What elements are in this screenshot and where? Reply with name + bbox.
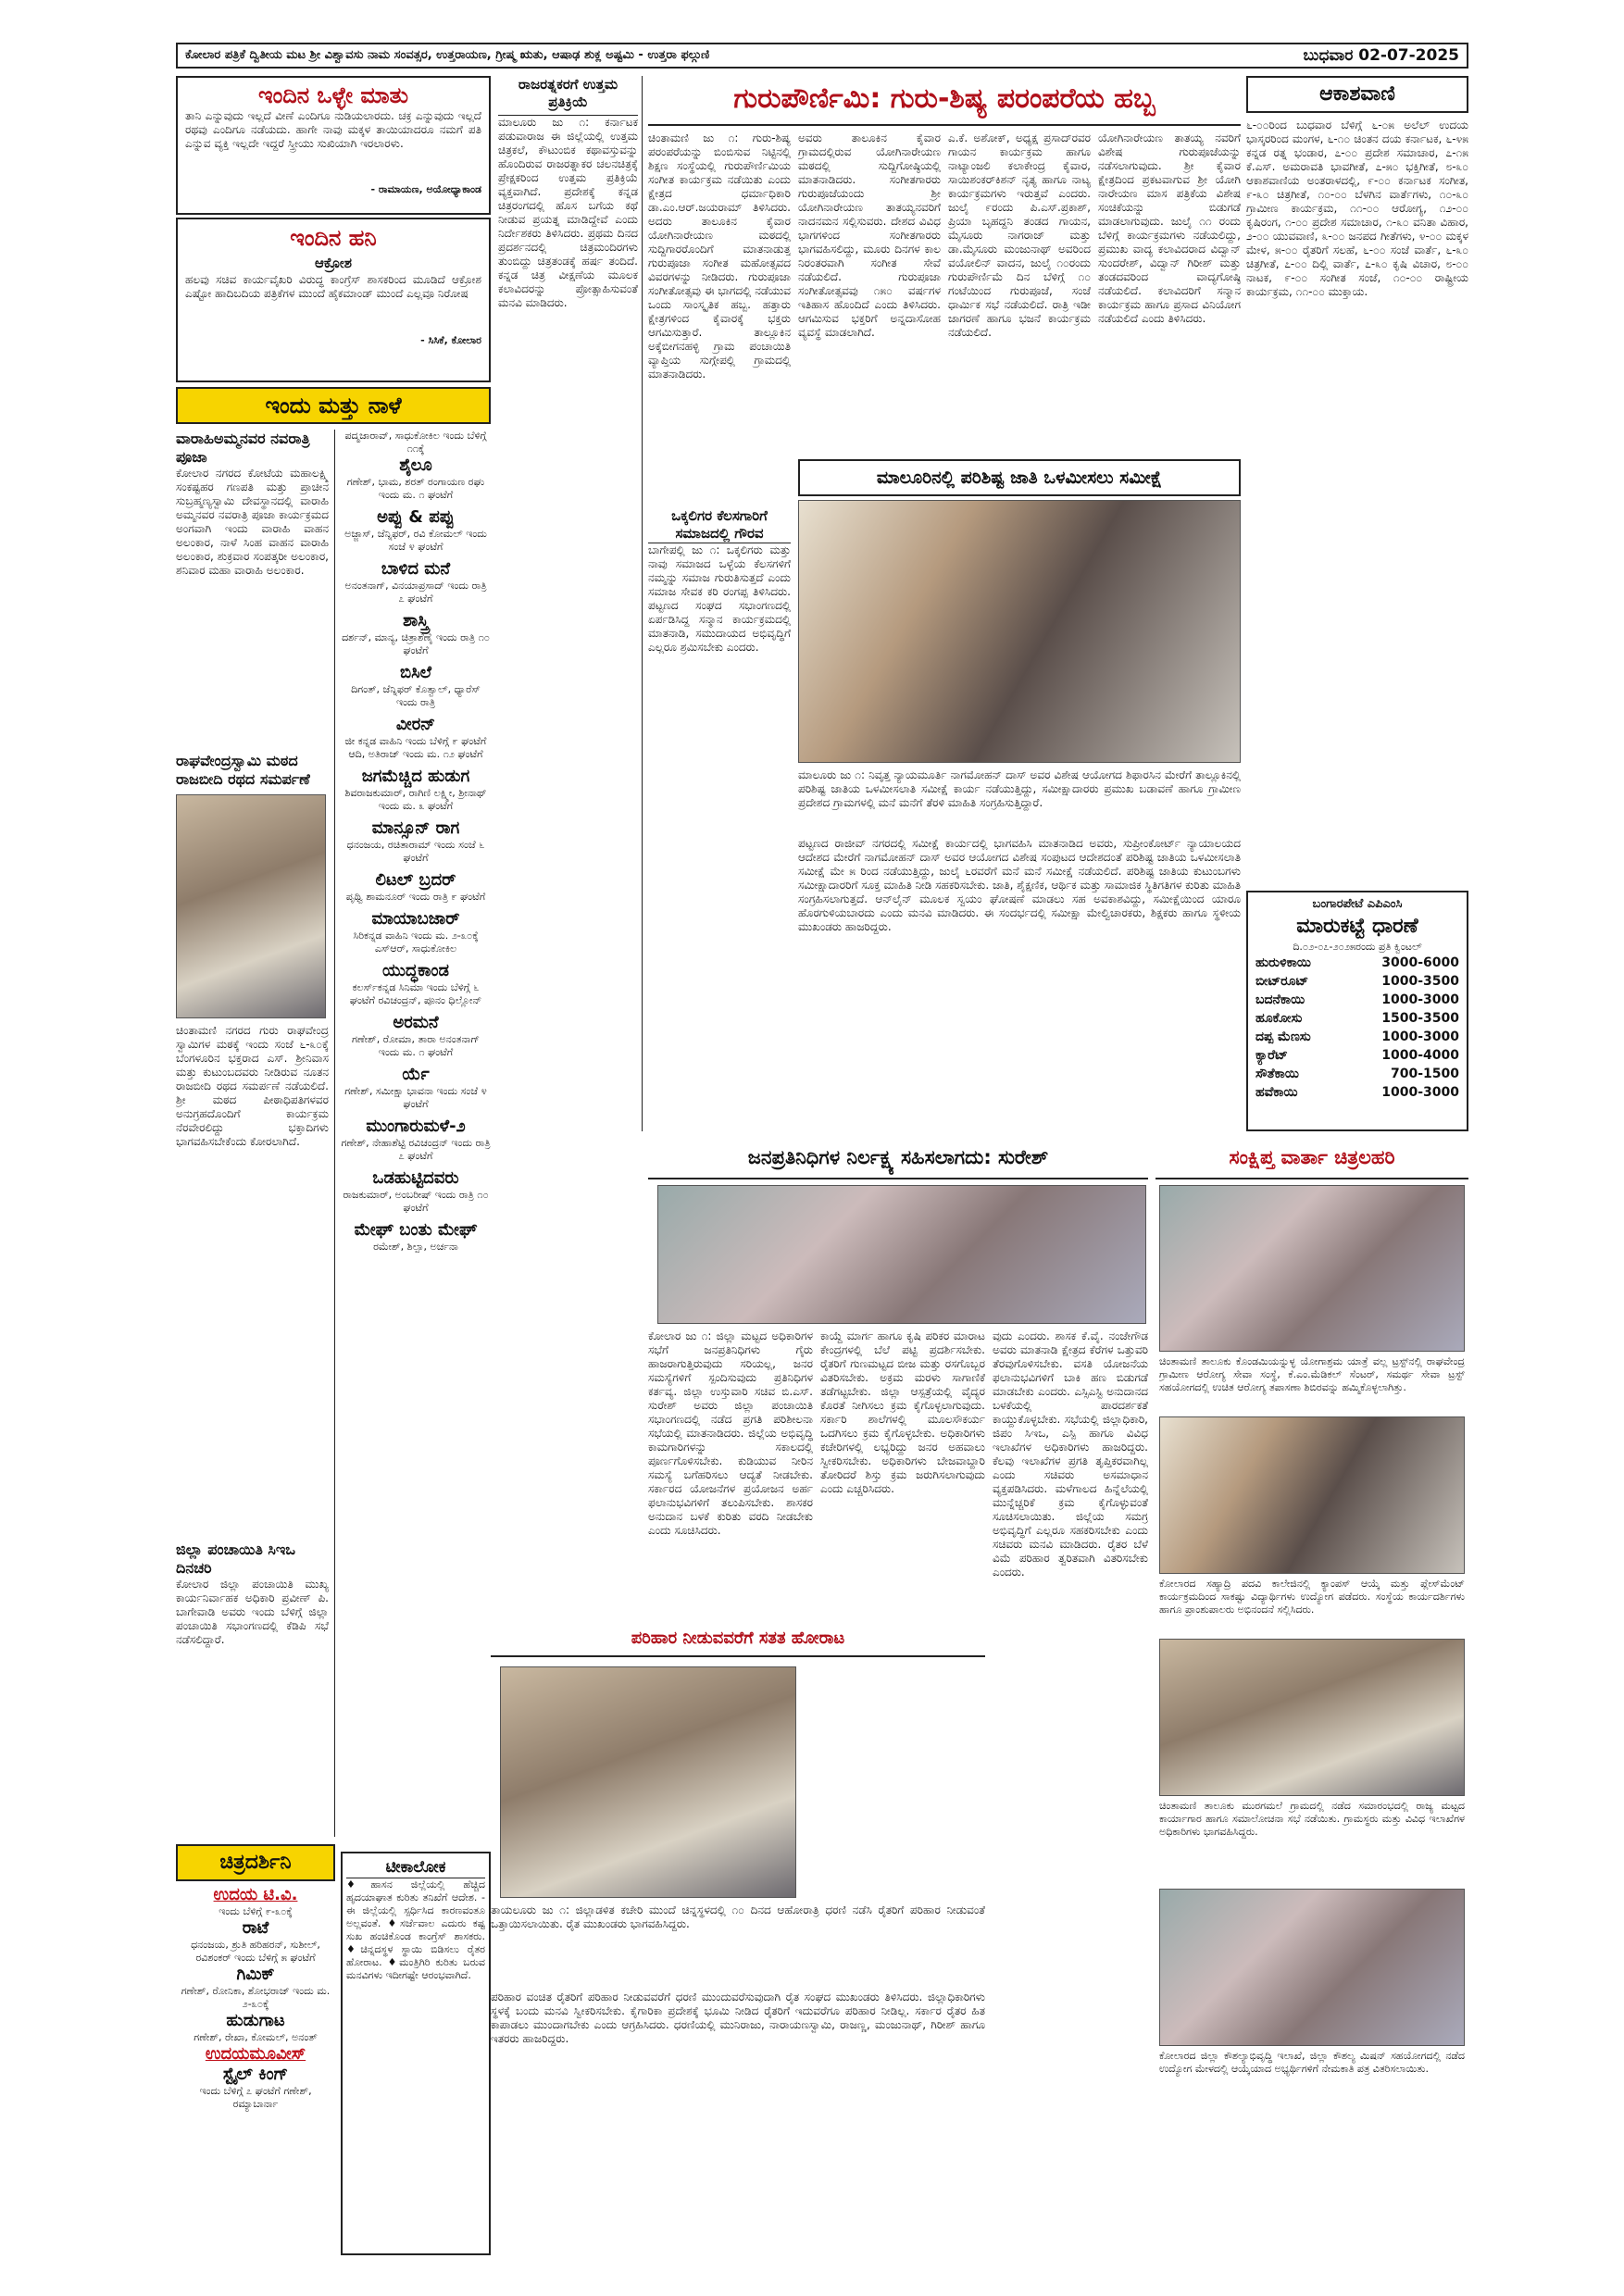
tv-listing-title: ಅರಮನೆ [393,1013,439,1032]
tv-listing-title: ಶಾಸ್ತ್ರಿ [403,611,429,630]
rate-commodity: ದಪ್ಪ ಮೆಣಸು [1255,1029,1311,1044]
event3-head: ಜಿಲ್ಲಾ ಪಂಚಾಯಿತಿ ಸಿಇಒ ದಿನಚರಿ [176,1541,296,1577]
rate-row [1255,1083,1459,1102]
hani-author: - ಸಿಸಿಕೆ, ಕೋಲಾರ [420,334,481,346]
news-cap-3-box [1159,1800,1465,1883]
tv-listing-detail: ಸಿರಿಕನ್ನಡ ವಾಹಿನಿ ಇಂದು ಮ. ೨-೩೦ಕ್ಕೆ ಎಸ್‌ಆರ್, ಸಾಧುಕೋಕಿಲ [353,930,479,955]
quote-box [176,76,491,215]
tv-listing-item [341,507,491,554]
hani-head: ಆಕ್ರೋಶ [314,255,353,271]
quote-author: - ರಾಮಾಯಣ, ಅಯೋಧ್ಯಾಕಾಂಡ [370,183,481,195]
survey-text: ಪಟ್ಟಣದ ರಾಜೀವ್ ನಗರದಲ್ಲಿ ಸಮೀಕ್ಷೆ ಕಾರ್ಯದಲ್ಲಿ ಭಾಗವಹಿಸಿ ಮಾತನಾಡಿದ ಅವರು, ಸುಪ್ರೀಂಕೋರ್ಟ್ ನ್ಯಾಯಾಲಯದ ಆದೇಶದ ಮೇರೆಗೆ ನಾಗಮೋಹನ್ ದಾಸ್ ಅವರ ಆಯೋಗದ ವಿಶೇಷ ಸಂಪುಟದ ಆದೇಶದಂತೆ ಪರಿಶಿಷ್ಟ ಜಾತಿಯ ಒಳಮೀಸಲಾತಿ ಸಮೀಕ್ಷೆ ಮೇ ೫ ರಿಂದ ನಡೆಯುತ್ತಿದ್ದು, ಜುಲೈ ೬ರವರೆಗೆ ಮನೆ ಮನೆ ಸಮೀಕ್ಷೆ ನಡೆಯಲಿದೆ. ಪರಿಶಿಷ್ಟ ಜಾತಿಯ ಕುಟುಂಬಗಳು ಸಮೀಕ್ಷಾದಾರರಿಗೆ ಸೂಕ್ತ ಮಾಹಿತಿ ನೀಡಿ ಸಹಕರಿಸಬೇಕು. ಜಾತಿ, ಶೈಕ್ಷಣಿಕ, ಆರ್ಥಿಕ ಮತ್ತು ಸಾಮಾಜಿಕ ಸ್ಥಿತಿಗತಿಗಳ ಕುರಿತು ಮಾಹಿತಿ ಸಂಗ್ರಹಿಸಲಾಗುತ್ತದೆ. ಆನ್‌ಲೈನ್ ಮೂಲಕ ಸ್ವಯಂ ಘೋಷಣೆ ಮಾಡಲು ಸಹ ಅವಕಾಶವಿದ್ದು, ಸಮೀಕ್ಷೆಯಿಂದ ಯಾರೂ ಹೊರಗುಳಿಯಬಾರದು ಎಂದು ಮನವಿ ಮಾಡಿದರು. ಈ ಸಂದರ್ಭದಲ್ಲಿ ಸಮೀಕ್ಷಾ ಮೇಲ್ವಿಚಾರಕರು, ಶಿಕ್ಷಕರು ಹಾಗೂ ಸ್ಥಳೀಯ ಮುಖಂಡರು ಹಾಜರಿದ್ದರು. [798,837,1241,933]
parihara-body-box [491,1990,985,2255]
rate-row [1255,1065,1459,1083]
sub-head: ಒಕ್ಕಲಿಗರ ಕೆಲಸಗಾರಿಗೆ ಸಮಾಜದಲ್ಲಿ ಗೌರವ [648,507,791,543]
news-cap-2: ಕೋಲಾರದ ಸಹ್ಯಾದ್ರಿ ಪದವಿ ಕಾಲೇಜಿನಲ್ಲಿ ಕ್ಯಾಂಪಸ್ ಆಯ್ಕೆ ಮತ್ತು ಪ್ಲೇಸ್‌ಮೆಂಟ್ ಕಾರ್ಯಕ್ರಮದಿಂದ ಸಾಕಷ್ಟು ವಿದ್ಯಾರ್ಥಿಗಳು ಉದ್ಯೋಗ ಪಡೆದರು. ಸಂಸ್ಥೆಯ ಕಾರ್ಯದರ್ಶಿಗಳು ಹಾಗೂ ಪ್ರಾಂಶುಪಾಲರು ಅಭಿನಂದನೆ ಸಲ್ಲಿಸಿದರು. [1159,1578,1465,1616]
rate-row [1255,972,1459,991]
tv-listing-detail: ಜೀ ಕನ್ನಡ ವಾಹಿನಿ ಇಂದು ಬೆಳಿಗ್ಗೆ ೯ ಘಂಟೆಗೆ ಆದಿ, ಅತಿರಾಜ್ ಇಂದು ಮ. ೧೨ ಘಂಟೆಗೆ [344,735,487,760]
main-col-d [1098,131,1241,502]
movie3-title: ಹುಡುಗಾಟ [226,2011,285,2030]
news-cap-1: ಚಿಂತಾಮಣಿ ತಾಲೂಕು ಕೊಂಡಮಿಯನ್ನುಳ್ಳ ಯೋಗಾಶ್ರಮ ಯಾತ್ರೆ ವಲ್ಲ ಟ್ರಸ್ಟ್‌ನಲ್ಲಿ ರಾಘವೇಂದ್ರ ಗ್ರಾಮೀಣ ಆರೋಗ್ಯ ಸೇವಾ ಸಂಸ್ಥೆ, ಕೆ.ಎಂ.ಮೆಡಿಕಲ್ ಸೆಂಟರ್, ಸಮರ್ಥ ಸೇವಾ ಟ್ರಸ್ಟ್ ಸಹಯೋಗದಲ್ಲಿ ಉಚಿತ ಆರೋಗ್ಯ ತಪಾಸಣಾ ಶಿಬಿರವನ್ನು ಹಮ್ಮಿಕೊಳ್ಳಲಾಗಿತ್ತು. [1159,1355,1465,1393]
main-col-d-text: ಯೋಗಿನಾರೇಯಣ ತಾತಯ್ಯ ನವರಿಗೆ ವಿಶೇಷ ಗುರುಪೂಜೆಯನ್ನು ನಡೆಸಲಾಗುವುದು. ಶ್ರೀ ಕೈವಾರ ಕ್ಷೇತ್ರದಿಂದ ಪ್ರಕಟವಾಗುವ ಶ್ರೀ ಯೋಗಿ ನಾರೇಯಣ ಮಾಸ ಪತ್ರಿಕೆಯ ವಿಶೇಷ ಸಂಚಿಕೆಯನ್ನು ಬಿಡುಗಡೆ ಮಾಡಲಾಗುವುದು. ಜುಲೈ ೧೧ ರಂದು ಬೆಳಿಗ್ಗೆ ಕಾರ್ಯಕ್ರಮಗಳು ನಡೆಯಲಿದ್ದು, ಪ್ರಮುಖ ವಾದ್ಯ ಕಲಾವಿದರಾದ ವಿದ್ವಾನ್ ಸುಂದರೇಶ್, ವಿದ್ವಾನ್ ಗಿರೀಶ್ ಮತ್ತು ತಂಡದವರಿಂದ ವಾದ್ಯಗೋಷ್ಠಿ ನಡೆಯಲಿದೆ. ಕಲಾವಿದರಿಗೆ ಸನ್ಮಾನ ಕಾರ್ಯಕ್ರಮ ಹಾಗೂ ಪ್ರಸಾದ ವಿನಿಯೋಗ ನಡೆಯಲಿದೆ ಎಂದು ತಿಳಿಸಿದರು. [1098,131,1241,325]
tv-listing-detail: ರಾಜಕುಮಾರ್, ಅಂಬರೀಷ್ ಇಂದು ರಾತ್ರಿ ೧೦ ಘಂಟೆಗೆ [343,1189,489,1214]
rate-value: 3000-6000 [1381,955,1459,970]
tv-listing-detail: ದರ್ಶನ್, ಮಾನ್ಯ, ಚಿತ್ರಾಶೆಣೈ ಇಂದು ರಾತ್ರಿ ೧೦ ಘಂಟೆಗೆ [342,631,490,656]
tv-listing-detail: ಗಣೇಶ್, ಭಾಮ, ಶರತ್ ರಂಗಾಯಣ ರಘು ಇಂದು ಮ. ೧ ಘಂಟೆಗೆ [346,476,485,501]
main-col-a [648,131,791,502]
event3-text: ಕೋಲಾರ ಜಿಲ್ಲಾ ಪಂಚಾಯಿತಿ ಮುಖ್ಯ ಕಾರ್ಯನಿರ್ವಾಹಕ ಅಧಿಕಾರಿ ಪ್ರವೀಣ್ ಪಿ. ಬಾಗೇವಾಡಿ ಅವರು ಇಂದು ಬೆಳಿಗ್ಗೆ ಜಿಲ್ಲಾ ಪಂಚಾಯಿತಿ ಸಭಾಂಗಣದಲ್ಲಿ ಕೆಡಿಪಿ ಸಭೆ ನಡೆಸಲಿದ್ದಾರೆ. [176,1578,329,1646]
chitra-listing [176,1885,335,2255]
rate-value: 1000-3000 [1381,992,1459,1007]
tv-listing-detail: ಅಜ್ಜಾಸ್, ಜೆನ್ನಿಫರ್, ರವಿ ಕೋಮಲ್ ಇಂದು ಸಂಜೆ ೪ ಘಂಟೆಗೆ [344,528,487,553]
rate-commodity: ಹೂಕೋಸು [1255,1011,1303,1026]
tv-listing-detail: ಕಲರ್ಸ್‌ಕನ್ನಡ ಸಿನಿಮಾ ಇಂದು ಬೆಳಿಗ್ಗೆ ೬ ಘಂಟೆಗೆ ರವಿಚಂದ್ರನ್, ಪೂನಂ ಧಿಲ್ಲೋನ್ [349,981,482,1006]
tika-text: ♦ಹಾಸನ ಜಿಲ್ಲೆಯಲ್ಲಿ ಹೆಚ್ಚಿದ ಹೃದಯಾಘಾತ ಕುರಿತು ತನಿಖೆಗೆ ಆದೇಶ. - ಈ ಜಿಲ್ಲೆಯಲ್ಲಿ ಸ್ಪರ್ಧಿಸಿದ ಕಾರಣವಂತೂ ಅಲ್ಲವಂತೆ. ♦ಸರ್ಜೆವಾಲ ಎದುರು ಕಷ್ಟ ಸುಖ ಹಂಚಿಕೊಂಡ ಕಾಂಗ್ರೆಸ್ ಶಾಸಕರು. ♦ಚಿನ್ನದಸ್ಥಳ ಸ್ಥಾಯಿ ಬಿಡಿಸಲು ರೈತರ ಹೋರಾಟ. ♦ಮಂತ್ರಿಗಿರಿ ಕುರಿತು ಬರುವ ಮನವಿಗಳು ಇದೀಗಷ್ಟೇ ಆರಂಭವಾಗಿದೆ. [346,1878,485,1981]
tv-listing-item [341,559,491,605]
hani-box [176,218,491,382]
news-cap-4: ಕೋಲಾರದ ಜಿಲ್ಲಾ ಕೌಶಲ್ಯಾಭಿವೃದ್ಧಿ ಇಲಾಖೆ, ಜಿಲ್ಲಾ ಕೌಶಲ್ಯ ಮಿಷನ್ ಸಹಯೋಗದಲ್ಲಿ ನಡೆದ ಉದ್ಯೋಗ ಮೇಳದಲ್ಲಿ ಆಯ್ಕೆಯಾದ ಅಭ್ಯರ್ಥಿಗಳಿಗೆ ನೇಮಕಾತಿ ಪತ್ರ ವಿತರಿಸಲಾಯಿತು. [1159,2050,1465,2075]
main-col-b [798,131,941,502]
main-headline: ಗುರುಪೌರ್ಣಿಮಿ: ಗುರು-ಶಿಷ್ಯ ಪರಂಪರೆಯ ಹಬ್ಬ [733,82,1156,115]
survey-body-box [798,837,1241,1131]
tv-listing-title: ಲಿಟಲ್ ಬ್ರದರ್ [375,870,456,890]
parihara-caption: ತಾಯಲೂರು ಜು ೧: ಜಿಲ್ಲಾಡಳಿತ ಕಚೇರಿ ಮುಂದೆ ಚಿನ್ನಸ್ಥಳದಲ್ಲಿ ೧೦ ದಿನದ ಆಹೋರಾತ್ರಿ ಧರಣಿ ನಡೆಸಿ ರೈತರಿಗೆ ಪರಿಹಾರ ನೀಡುವಂತೆ ಒತ್ತಾಯಿಸಲಾಯಿತು. ರೈತ ಮುಖಂಡರು ಭಾಗವಹಿಸಿದ್ದರು. [491,1903,985,1930]
tv-listing-title: ಬಿಸಿಲೆ [399,663,432,682]
quote-title: ಇಂದಿನ ಒಳ್ಳೇ ಮಾತು [258,82,408,108]
main-headline-bar [648,76,1241,126]
tv-listing-item [341,870,491,904]
sub-text: ಬಾಗೇಪಲ್ಲಿ ಜು ೧: ಒಕ್ಕಲಿಗರು ಮತ್ತು ನಾವು ಸಮಾಜದ ಒಳ್ಳೆಯ ಕೆಲಸಗಳಿಗೆ ನಮ್ಮನ್ನು ಸಮಾಜ ಗುರುತಿಸುತ್ತದೆ ಎಂದು ಸಮಾಜ ಸೇವಕ ಕರಿ ರಂಗಪ್ಪ ತಿಳಿಸಿದರು. ಪಟ್ಟಣದ ಸಂಘದ ಸಭಾಂಗಣದಲ್ಲಿ ಏರ್ಪಡಿಸಿದ್ದ ಸನ್ಮಾನ ಕಾರ್ಯಕ್ರಮದಲ್ಲಿ ಮಾತನಾಡಿ, ಸಮುದಾಯದ ಅಭಿವೃದ್ಧಿಗೆ ಎಲ್ಲರೂ ಶ್ರಮಿಸಬೇಕು ಎಂದರು. [648,543,791,654]
tv-listing-item [341,1013,491,1059]
parihara-head: ಪರಿಹಾರ ನೀಡುವವರೆಗೆ ಸತತ ಹೋರಾಟ [491,1622,985,1657]
indu-title-bar [176,387,491,424]
tv-listing-item [341,1065,491,1111]
rate-row [1255,1009,1459,1028]
market-title: ಮಾರುಕಟ್ಟೆ ಧಾರಣೆ [1296,915,1418,938]
survey-head: ಮಾಲೂರಿನಲ್ಲಿ ಪರಿಶಿಷ್ಟ ಜಾತಿ ಒಳಮೀಸಲು ಸಮೀಕ್ಷೆ [876,468,1163,488]
news-photo-1 [1159,1185,1465,1352]
tv-listing-item [341,663,491,709]
udaya-movies: ಉದಯಮೂವೀಸ್ [205,2044,306,2064]
survey-photo [798,500,1241,763]
movie4-cast: ಇಂದು ಬೆಳಿಗ್ಗೆ ೭ ಘಂಟೆಗೆ ಗಣೇಶ್, ರಮ್ಯಾಬಾರ್ನಾ [199,2085,312,2110]
movie2-cast: ಗಣೇಶ್, ರೋನಿಕಾ, ಶೋಭರಾಜ್ ಇಂದು ಮ. ೨-೩೦ಕ್ಕೆ [181,1985,331,2010]
rate-commodity: ಹವೆಕಾಯಿ [1255,1085,1298,1100]
tv-list [341,455,491,1254]
side-story [498,76,643,1131]
janap-text-b: ಕಾಯ್ದೆ ಮಾರ್ಗ ಹಾಗೂ ಕೃಷಿ ಪರಿಕರ ಮಾರಾಟ ಕೇಂದ್ರಗಳಲ್ಲಿ ಬೆಲೆ ಪಟ್ಟಿ ಪ್ರದರ್ಶಿಸಬೇಕು. ರೈತರಿಗೆ ಗುಣಮಟ್ಟದ ಬೀಜ ಮತ್ತು ರಸಗೊಬ್ಬರ ವಿತರಿಸಬೇಕು. ಅಕ್ರಮ ಮರಳು ಸಾಗಾಣಿಕೆ ತಡೆಗಟ್ಟಬೇಕು. ಜಿಲ್ಲಾ ಆಸ್ಪತ್ರೆಯಲ್ಲಿ ವೈದ್ಯರ ಕೊರತೆ ನೀಗಿಸಲು ಕ್ರಮ ಕೈಗೊಳ್ಳಲಾಗುವುದು. ಸರ್ಕಾರಿ ಶಾಲೆಗಳಲ್ಲಿ ಮೂಲಸೌಕರ್ಯ ಒದಗಿಸಲು ಕ್ರಮ ಕೈಗೊಳ್ಳಬೇಕು. ಅಧಿಕಾರಿಗಳು ಕಚೇರಿಗಳಲ್ಲಿ ಲಭ್ಯರಿದ್ದು ಜನರ ಅಹವಾಲು ಸ್ವೀಕರಿಸಬೇಕು. ಅಧಿಕಾರಿಗಳು ಬೇಜವಾಬ್ದಾರಿ ತೋರಿದರೆ ಶಿಸ್ತು ಕ್ರಮ ಜರುಗಿಸಲಾಗುವುದು ಎಂದು ಎಚ್ಚರಿಸಿದರು. [820,1329,985,1495]
hani-title: ಇಂದಿನ ಹನಿ [290,225,377,251]
janap-text-c: ವುದು ಎಂದರು. ಶಾಸಕ ಕೆ.ವೈ. ನಂಜೇಗೌಡ ಅವರು ಮಾತನಾಡಿ ಕ್ಷೇತ್ರದ ಕೆರೆಗಳ ಒತ್ತುವರಿ ತೆರವುಗೊಳಿಸಬೇಕು. ವಸತಿ ಯೋಜನೆಯ ಫಲಾನುಭವಿಗಳಿಗೆ ಬಾಕಿ ಹಣ ಬಿಡುಗಡೆ ಮಾಡಬೇಕು ಎಂದರು. ಎಸ್ಸಿಎಸ್ಟಿ ಅನುದಾನದ ಬಳಕೆಯಲ್ಲಿ ಪಾರದರ್ಶಕತೆ ಕಾಯ್ದುಕೊಳ್ಳಬೇಕು. ಸಭೆಯಲ್ಲಿ ಜಿಲ್ಲಾಧಿಕಾರಿ, ಜಿಪಂ ಸಿಇಒ, ಎಸ್ಪಿ ಹಾಗೂ ವಿವಿಧ ಇಲಾಖೆಗಳ ಅಧಿಕಾರಿಗಳು ಹಾಜರಿದ್ದರು. ಕೆಲವು ಇಲಾಖೆಗಳ ಪ್ರಗತಿ ತೃಪ್ತಿಕರವಾಗಿಲ್ಲ ಎಂದು ಸಚಿವರು ಅಸಮಾಧಾನ ವ್ಯಕ್ತಪಡಿಸಿದರು. ಮಳೆಗಾಲದ ಹಿನ್ನೆಲೆಯಲ್ಲಿ ಮುನ್ನೆಚ್ಚರಿಕೆ ಕ್ರಮ ಕೈಗೊಳ್ಳುವಂತೆ ಸೂಚಿಸಲಾಯಿತು. ಜಿಲ್ಲೆಯ ಸಮಗ್ರ ಅಭಿವೃದ್ಧಿಗೆ ಎಲ್ಲರೂ ಸಹಕರಿಸಬೇಕು ಎಂದು ಸಚಿವರು ಮನವಿ ಮಾಡಿದರು. ರೈತರ ಬೆಳೆ ವಿಮೆ ಪರಿಹಾರ ತ್ವರಿತವಾಗಿ ವಿತರಿಸಬೇಕು ಎಂದರು. [993,1329,1148,1578]
event2-head: ರಾಘವೇಂದ್ರಸ್ವಾಮಿ ಮಠದ ರಾಜಬೀದಿ ರಥದ ಸಮರ್ಪಣೆ [176,752,310,788]
tv-listing-detail: ದಿಗಂತ್, ಜೆನ್ನಿಫರ್ ಕೊತ್ವಾಲ್, ಧ್ಯಾರೆಸ್ ಇಂದು ರಾತ್ರಿ [351,683,481,708]
news-title: ಸಂಕ್ಷಿಪ್ತ ವಾರ್ತಾ ಚಿತ್ರಲಹರಿ [1229,1146,1395,1168]
tv-listing-title: ವೀರನ್ [395,715,436,734]
main-col-c-text: ಎ.ಕೆ. ಅಶೋಕ್, ಅಧ್ಯಕ್ಷ ಪ್ರಸಾದ್‌ರವರ ಗಾಯನ ಕಾರ್ಯಕ್ರಮ ಹಾಗೂ ನಾಟ್ಯಾಂಜಲಿ ಕಲಾಕೇಂದ್ರ ಕೈವಾರ, ಸಾಯಿಶಂಕರ್‌ಕಿಶನ್ ನೃತ್ಯ ಹಾಗೂ ನಾಟ್ಯ ಕಾರ್ಯಕ್ರಮಗಳು ಇರುತ್ತವೆ ಎಂದರು. ಜುಲೈ ೯ರಂದು ಪಿ.ಎಸ್.ಪ್ರಕಾಶ್, ಪ್ರಿಯಾ ಬೃಹದ್ದನಿ ತಂಡದ ಗಾಯನ, ಮೈಸೂರು ನಾಗರಾಜ್ ಮತ್ತು ಡಾ.ಮೈಸೂರು ಮಂಜುನಾಥ್ ಅವರಿಂದ ವಯೋಲಿನ್ ವಾದನ, ಜುಲೈ ೧೦ರಂದು ಗುರುಪೌರ್ಣಿಮೆ ದಿನ ಬೆಳಿಗ್ಗೆ ೧೦ ಗಂಟೆಯಿಂದ ಗುರುಪೂಜೆ, ಸಂಜೆ ಧಾರ್ಮಿಕ ಸಭೆ ನಡೆಯಲಿದೆ. ರಾತ್ರಿ ಇಡೀ ಜಾಗರಣೆ ಹಾಗೂ ಭಜನೆ ಕಾರ್ಯಕ್ರಮ ನಡೆಯಲಿದೆ. [948,131,1091,339]
tika-title: ಟೀಕಾಲೋಕ [346,1857,485,1878]
movie4-title: ಸ್ಟೈಲ್ ಕಿಂಗ್ [222,2065,289,2084]
tv-listing-title: ಮಾನ್ಸೂನ್ ರಾಗ [371,818,460,838]
udaya-tv: ಉದಯ ಟಿ.ವಿ. [213,1885,298,1904]
tv-listing-item [341,818,491,865]
rate-commodity: ಸೌತೆಕಾಯಿ [1255,1067,1299,1081]
survey-headline-bar [798,459,1241,496]
tv-listing-item [341,961,491,1007]
news-cap-2-box [1159,1578,1465,1633]
news-cap-3: ಚಿಂತಾಮಣಿ ತಾಲೂಕು ಮುರಗಮಲೆ ಗ್ರಾಮದಲ್ಲಿ ನಡೆದ ಸಮಾರಂಭದಲ್ಲಿ ರಾಜ್ಯ ಮಟ್ಟದ ಕಾರ್ಯಾಗಾರ ಹಾಗೂ ಸಮಾಲೋಚನಾ ಸಭೆ ನಡೆಯಿತು. ಗ್ರಾಮಸ್ಥರು ಮತ್ತು ವಿವಿಧ ಇಲಾಖೆಗಳ ಅಧಿಕಾರಿಗಳು ಭಾಗವಹಿಸಿದ್ದರು. [1159,1800,1465,1838]
main-col-a-text: ಚಿಂತಾಮಣಿ ಜು ೧: ಗುರು-ಶಿಷ್ಯ ಪರಂಪರೆಯನ್ನು ಬಿಂಬಿಸುವ ನಿಟ್ಟಿನಲ್ಲಿ ಶಿಕ್ಷಣ ಸಂಸ್ಥೆಯಲ್ಲಿ ಗುರುಪೌರ್ಣಿಮಿಯ ಸಂಗೀತ ಕಾರ್ಯಕ್ರಮ ನಡೆಯಿತು ಎಂದು ಕ್ಷೇತ್ರದ ಧರ್ಮಾಧಿಕಾರಿ ಡಾ.ಎಂ.ಆರ್.ಜಯರಾಮ್ ತಿಳಿಸಿದರು. ಅದರು ತಾಲೂಕಿನ ಕೈವಾರ ಯೋಗಿನಾರೇಯಣ ಮಠದಲ್ಲಿ ಸುದ್ದಿಗಾರರೊಂದಿಗೆ ಮಾತನಾಡುತ್ತ ಗುರುಪೂಜಾ ಸಂಗೀತ ಮಹೋತ್ಸವದ ವಿವರಗಳನ್ನು ನೀಡಿದರು. ಗುರುಪೂಜಾ ಸಂಗೀತೋತ್ಸವು ಈ ಭಾಗದಲ್ಲಿ ನಡೆಯುವ ಒಂದು ಸಾಂಸ್ಕೃತಿಕ ಹಬ್ಬ. ಹತ್ತಾರು ಕ್ಷೇತ್ರಗಳಿಂದ ಕೈವಾರಕ್ಕೆ ಭಕ್ತರು ಆಗಮಿಸುತ್ತಾರೆ. ತಾಲ್ಲೂಕಿನ ಅಕ್ಕೆಬೀಗನಹಳ್ಳಿ ಗ್ರಾಮ ಪಂಚಾಯಿತಿ ವ್ಯಾಪ್ತಿಯ ಸುಗ್ಗೇಪಲ್ಲಿ ಗ್ರಾಮದಲ್ಲಿ ಮಾತನಾಡಿದರು. [648,131,791,381]
rate-commodity: ಹುರುಳಿಕಾಯಿ [1255,955,1311,970]
event2-text: ಚಿಂತಾಮಣಿ ನಗರದ ಗುರು ರಾಘವೇಂದ್ರ ಸ್ವಾಮಿಗಳ ಮಠಕ್ಕೆ ಇಂದು ಸಂಜೆ ೬-೩೦ಕ್ಕೆ ಬೆಂಗಳೂರಿನ ಭಕ್ತರಾದ ಎಸ್. ಶ್ರೀನಿವಾಸ ಮತ್ತು ಕುಟುಂಬದವರು ನೀಡಿರುವ ನೂತನ ರಾಜಬೀದಿ ರಥದ ಸಮರ್ಪಣೆ ನಡೆಯಲಿದೆ. ಶ್ರೀ ಮಠದ ಪೀಠಾಧಿಪತಿಗಳವರ ಅನುಗ್ರಹದೊಂದಿಗೆ ಕಾರ್ಯಕ್ರಮ ನೆರವೇರಲಿದ್ದು ಭಕ್ತಾದಿಗಳು ಭಾಗವಹಿಸಬೇಕೆಂದು ಕೋರಲಾಗಿದೆ. [176,1024,329,1148]
hani-text: ಹಲವು ಸಚಿವ ಕಾರ್ಯವೈಖರಿ ವಿರುದ್ಧ ಕಾಂಗ್ರೆಸ್ ಶಾಸಕರಿಂದ ಮೂಡಿದೆ ಆಕ್ರೋಶ ಎಷ್ಟೋ ಹಾದಿಬದಿಯ ಪತ್ರಿಕೆಗಳ ಮುಂದೆ ಹೈಕಮಾಂಡ್ ಮುಂದೆ ಎಲ್ಲವೂ ನಿರೋಷ [185,273,481,300]
tv-listing-title: ರ್ಯೆ [402,1065,430,1084]
tv-listing-title: ಮಾಯಾಬಜಾರ್ [371,909,460,929]
tv-listing-detail: ಧನಂಜಯ, ರಚಿತಾರಾಮ್ ಇಂದು ಸಂಜೆ ೬ ಘಂಟೆಗೆ [346,839,485,864]
rate-list [1255,954,1459,1102]
janap-col-b [820,1329,985,1616]
rate-commodity: ಕ್ಯಾರೆಟ್ [1255,1048,1288,1063]
news-cap-4-box [1159,2050,1465,2124]
movie3-cast: ಗಣೇಶ್, ರೇಖಾ, ಕೋಮಲ್, ಅನಂತ್ [194,2031,318,2043]
survey-caption-box [798,768,1241,833]
tv-listing-item [341,1117,491,1163]
tv-listing-detail: ಗಣೇಶ್, ನೇಹಾಶೆಟ್ಟಿ ರವಿಚಂದ್ರನ್ ಇಂದು ರಾತ್ರಿ ೭ ಘಂಟೆಗೆ [341,1137,491,1162]
rate-value: 1000-3000 [1381,1085,1459,1100]
tika-box [341,1852,491,2255]
survey-caption: ಮಾಲೂರು ಜು ೧: ನಿವೃತ್ತ ನ್ಯಾಯಮೂರ್ತಿ ನಾಗಮೋಹನ್ ದಾಸ್ ಅವರ ವಿಶೇಷ ಆಯೋಗದ ಶಿಫಾರಸಿನ ಮೇರೆಗೆ ತಾಲ್ಲೂಕಿನಲ್ಲಿ ಪರಿಶಿಷ್ಟ ಜಾತಿಯ ಒಳಮೀಸಲಾತಿ ಸಮೀಕ್ಷೆ ಕಾರ್ಯ ನಡೆಯುತ್ತಿದ್ದು, ಸಮೀಕ್ಷಾದಾರರು ಪ್ರಮುಖ ಬಡಾವಣೆ ಹಾಗೂ ಗ್ರಾಮೀಣ ಪ್ರದೇಶದ ಗ್ರಾಮಗಳಲ್ಲಿ ಮನೆ ಮನೆಗೆ ತೆರಳಿ ಮಾಹಿತಿ ಸಂಗ್ರಹಿಸುತ್ತಿದ್ದಾರೆ. [798,768,1241,809]
tv-listing-title: ಮೇಘ್ ಬಂತು ಮೇಘ್ [354,1220,478,1240]
tv-listing-detail: ಗಣೇಶ್, ರೋಮಾ, ತಾರಾ ಅನಂತನಾಗ್ ಇಂದು ಮ. ೧ ಘಂಟೆಗೆ [352,1033,480,1058]
parihara-headline-bar [491,1622,985,1659]
tv-listing-item [341,767,491,813]
main-col-b-text: ಅವರು ತಾಲೂಕಿನ ಕೈವಾರ ಗ್ರಾಮದಲ್ಲಿರುವ ಯೋಗಿನಾರೇಯಣ ಮಠದಲ್ಲಿ ಸುದ್ದಿಗೋಷ್ಠಿಯಲ್ಲಿ ಮಾತನಾಡಿದರು. ಸಂಗೀತಗಾರರು ಗುರುಪೂಜೆಯಂದು ಶ್ರೀ ಯೋಗಿನಾರೇಯಣ ತಾತಯ್ಯನವರಿಗೆ ನಾದನಮನ ಸಲ್ಲಿಸುವರು. ದೇಶದ ವಿವಿಧ ಭಾಗಗಳಿಂದ ಸಂಗೀತಗಾರರು ಭಾಗವಹಿಸಲಿದ್ದು, ಮೂರು ದಿನಗಳ ಕಾಲ ನಿರಂತರವಾಗಿ ಸಂಗೀತ ಸೇವೆ ನಡೆಯಲಿದೆ. ಗುರುಪೂಜಾ ಸಂಗೀತೋತ್ಸವವು ೧೫೦ ವರ್ಷಗಳ ಇತಿಹಾಸ ಹೊಂದಿದೆ ಎಂದು ತಿಳಿಸಿದರು. ಆಗಮಿಸುವ ಭಕ್ತರಿಗೆ ಅನ್ನದಾಸೋಹ ವ್ಯವಸ್ಥೆ ಮಾಡಲಾಗಿದೆ. [798,131,941,339]
sub-story [648,507,791,933]
janap-col-c [993,1329,1148,2255]
tv-top-text: ಪದ್ಮಜಾರಾವ್, ಸಾಧುಕೋಕಿಲ ಇಂದು ಬೆಳಿಗ್ಗೆ ೧೧ಕ್ಕೆ [344,430,487,455]
news-cap-1-box [1159,1355,1465,1411]
movie1-cast: ಧನಂಜಯ, ಶ್ರುತಿ ಹರಿಹರನ್, ಸುಶೀಲ್, ರವಿಶಂಕರ್ ಇಂದು ಬೆಳಿಗ್ಗೆ ೫ ಘಂಟೆಗೆ [191,1939,320,1964]
rate-value: 1000-4000 [1381,1048,1459,1063]
akashavani-schedule [1246,119,1468,887]
side-text: ಮಾಲೂರು ಜು ೧: ಕರ್ನಾಟಕ ಪಡುವಾರಾಜ ಈ ಜಿಲ್ಲೆಯಲ್ಲಿ ಉತ್ತಮ ಚಿತ್ರಕಲೆ, ಕೌಟುಂಬಿಕ ಕಥಾವಸ್ತುವನ್ನು ಹೊಂದಿರುವ ರಾಜರತ್ನಾಕರ ಚಲನಚಿತ್ರಕ್ಕೆ ಪ್ರೇಕ್ಷಕರಿಂದ ಉತ್ತಮ ಪ್ರತಿಕ್ರಿಯೆ ವ್ಯಕ್ತವಾಗಿದೆ. ಪ್ರದೇಶಕ್ಕೆ ಕನ್ನಡ ಚಿತ್ರರಂಗದಲ್ಲಿ ಹೊಸ ಬಗೆಯ ಕಥೆ ನೀಡುವ ಪ್ರಯತ್ನ ಮಾಡಿದ್ದೇವೆ ಎಂದು ನಿರ್ದೇಶಕರು ತಿಳಿಸಿದರು. ಪ್ರಥಮ ದಿನದ ಪ್ರದರ್ಶನದಲ್ಲಿ ಚಿತ್ರಮಂದಿರಗಳು ತುಂಬಿದ್ದು ಚಿತ್ರತಂಡಕ್ಕೆ ಹರ್ಷ ತಂದಿದೆ. ಕನ್ನಡ ಚಿತ್ರ ವೀಕ್ಷಣೆಯ ಮೂಲಕ ಕಲಾವಿದರನ್ನು ಪ್ರೋತ್ಸಾಹಿಸುವಂತೆ ಮನವಿ ಮಾಡಿದರು. [498,116,638,309]
rate-value: 1500-3500 [1381,1011,1459,1026]
protest-photo [500,1666,796,1898]
rate-row [1255,1046,1459,1065]
rate-row [1255,954,1459,972]
tv-listing-title: ಅಪ್ಪು & ಪಪ್ಪು [377,507,455,527]
news-photo-2 [1159,1416,1465,1574]
tv-listing-item [341,1168,491,1215]
chitra-title: ಚಿತ್ರದರ್ಶಿನಿ [219,1851,292,1874]
tv-listing-detail: ಅನಂತನಾಗ್, ವಿನಯಾಪ್ರಸಾದ್ ಇಂದು ರಾತ್ರಿ ೭ ಘಂಟೆಗೆ [344,580,487,605]
news-title-bar [1156,1139,1468,1179]
rate-value: 1000-3000 [1381,1029,1459,1044]
rate-row [1255,1028,1459,1046]
tv-column [341,430,491,1837]
tv-listing-detail: ಗಣೇಶ್, ಸಮೀಕ್ಷಾ ಭಾವನಾ ಇಂದು ಸಂಜೆ ೪ ಘಂಟೆಗೆ [344,1085,487,1110]
movie1-title: ರಾಟೆ [242,1918,269,1938]
tv-listing-title: ಮುಂಗಾರುಮಳೆ-೨ [366,1117,466,1136]
tv-listing-title: ಜಗಮೆಚ್ಚಿದ ಹುಡುಗ [361,767,470,786]
masthead-bar [176,43,1468,69]
indu-title: ಇಂದು ಮತ್ತು ನಾಳೆ [265,393,402,418]
parihara-caption-box [491,1903,985,1987]
events-column [176,430,335,1837]
tv-listing-item [341,715,491,761]
tv-listing-title: ಶೈಲೂ [399,455,432,475]
tv-listing-title: ಯುದ್ಧಕಾಂಡ [382,961,449,980]
tv-listing-detail: ಶಿವರಾಜಕುಮಾರ್, ರಾಗಿಣಿ ಲಕ್ಷ್ಮೀ, ಶ್ರೀನಾಥ್ ಇಂದು ಮ. ೩ ಘಂಟೆಗೆ [344,787,487,812]
chitra-title-bar [176,1844,335,1881]
market-date: ದಿ.೦೨-೦೭-೨೦೨೫ರಂದು ಪ್ರತಿ ಕ್ವಿಂಟಲ್ [1293,941,1422,953]
rate-commodity: ಬೀಟ್‌ರೂಟ್ [1255,974,1309,989]
udaya-time: ಇಂದು ಬೆಳಿಗ್ಗೆ ೯-೩೦ಕ್ಕೆ [219,1905,293,1917]
rate-value: 700-1500 [1391,1067,1459,1081]
news-photo-3 [1159,1639,1465,1796]
tv-listing-detail: ಪೃಥ್ವಿ ಶಾಮನೂರ್ ಇಂದು ರಾತ್ರಿ ೯ ಘಂಟೆಗೆ [345,891,486,903]
akashavani-text: ೬-೦೦ರಿಂದ ಬುಧವಾರ ಬೆಳಿಗ್ಗೆ ೬-೦೫ ಅಲೆಲ್ ಉದಯ ಭಾಸ್ಕರರಿಂದ ಮಂಗಳ, ೬-೧೦ ಚಿಂತನ ದಯ ಕರ್ನಾಟಕ, ೬-೪೫ ಕನ್ನಡ ರತ್ನ ಭಂಡಾರ, ೭-೦೦ ಪ್ರದೇಶ ಸಮಾಚಾರ, ೭-೧೫ ಕೆ.ಎಸ್. ಅಮರಾವತಿ ಭಾವಗೀತೆ, ೭-೫೦ ಭಕ್ತಿಗೀತೆ, ೮-೩೦ ಆಕಾಶವಾಣಿಯ ಅಂತರಾಳದಲ್ಲಿ, ೯-೦೦ ಕರ್ನಾಟಕ ಸಂಗೀತ, ೯-೩೦ ಚಿತ್ರಗೀತೆ, ೧೦-೦೦ ಬೆಳಗಿನ ವಾರ್ತೆಗಳು, ೧೦-೩೦ ಗ್ರಾಮೀಣ ಕಾರ್ಯಕ್ರಮ, ೧೧-೦೦ ಆರೋಗ್ಯ, ೧೨-೦೦ ಕೃಷಿರಂಗ, ೧-೦೦ ಪ್ರದೇಶ ಸಮಾಚಾರ, ೧-೩೦ ವನಿತಾ ವಿಹಾರ, ೨-೦೦ ಯುವವಾಣಿ, ೩-೦೦ ಜನಪದ ಗೀತೆಗಳು, ೪-೦೦ ಮಕ್ಕಳ ಮೇಳ, ೫-೦೦ ರೈತರಿಗೆ ಸಲಹೆ, ೬-೦೦ ಸಂಜೆ ವಾರ್ತೆ, ೬-೩೦ ಚಿತ್ರಗೀತೆ, ೭-೦೦ ದಿಲ್ಲಿ ವಾರ್ತೆ, ೭-೩೦ ಕೃಷಿ ವಿಚಾರ, ೮-೦೦ ನಾಟಕ, ೯-೦೦ ಸಂಗೀತ ಸಂಜೆ, ೧೦-೦೦ ರಾಷ್ಟ್ರೀಯ ಕಾರ್ಯಕ್ರಮ, ೧೧-೦೦ ಮುಕ್ತಾಯ. [1246,119,1468,298]
side-head: ರಾಜರತ್ನಕರಗೆ ಉತ್ತಮ ಪ್ರತಿಕ್ರಿಯೆ [498,76,638,116]
rate-commodity: ಬದನೆಕಾಯಿ [1255,992,1305,1007]
event1-head: ವಾರಾಹಿಅಮ್ಮನವರ ನವರಾತ್ರಿ ಪೂಜಾ [176,430,310,466]
market-box [1246,891,1468,1131]
movie2-title: ಗಿಮಿಕ್ [236,1965,275,1984]
parihara-text: ಪರಿಹಾರ ವಂಚಿತ ರೈತರಿಗೆ ಪರಿಹಾರ ನೀಡುವವರೆಗೆ ಧರಣಿ ಮುಂದುವರೆಸುವುದಾಗಿ ರೈತ ಸಂಘದ ಮುಖಂಡರು ತಿಳಿಸಿದರು. ಜಿಲ್ಲಾಧಿಕಾರಿಗಳು ಸ್ಥಳಕ್ಕೆ ಬಂದು ಮನವಿ ಸ್ವೀಕರಿಸಬೇಕು. ಕೈಗಾರಿಕಾ ಪ್ರದೇಶಕ್ಕೆ ಭೂಮಿ ನೀಡಿದ ರೈತರಿಗೆ ಇದುವರೆಗೂ ಪರಿಹಾರ ನೀಡಿಲ್ಲ. ಸರ್ಕಾರ ರೈತರ ಹಿತ ಕಾಪಾಡಲು ಮುಂದಾಗಬೇಕು ಎಂದು ಆಗ್ರಹಿಸಿದರು. ಧರಣಿಯಲ್ಲಿ ಮುನಿರಾಜು, ನಾರಾಯಣಸ್ವಾಮಿ, ರಾಜಣ್ಣ, ಮಂಜುನಾಥ್, ಗಿರೀಶ್ ಹಾಗೂ ಇತರರು ಹಾಜರಿದ್ದರು. [491,1990,985,2045]
quote-text: ತಾನಿ ಎನ್ನುವುದು ಇಲ್ಲದೆ ವೀಣೆ ಎಂದಿಗೂ ನುಡಿಯಲಾರದು. ಚಕ್ರ ಎನ್ನುವುದು ಇಲ್ಲದೆ ರಥವು ಎಂದಿಗೂ ನಡೆಯದು. ಹಾಗೇ ನಾವು ಮಕ್ಕಳ ತಾಯಿಯಾದರೂ ನಮಗೆ ಪತಿ ಎನ್ನುವ ವ್ಯಕ್ತಿ ಇಲ್ಲದೇ ಇದ್ದರೆ ಸ್ತ್ರೀಯು ಸುಖಿಯಾಗಿ ಇರಲಾರಳು. [185,109,481,150]
janap-headline-bar [648,1139,1148,1179]
rate-row [1255,991,1459,1009]
issue-date: ಬುಧವಾರ 02-07-2025 [1303,46,1459,65]
janap-text-a: ಕೋಲಾರ ಜು ೧: ಜಿಲ್ಲಾ ಮಟ್ಟದ ಅಧಿಕಾರಿಗಳ ಸಭೆಗೆ ಜನಪ್ರತಿನಿಧಿಗಳು ಗೈರು ಹಾಜರಾಗುತ್ತಿರುವುದು ಸರಿಯಲ್ಲ, ಜನರ ಸಮಸ್ಯೆಗಳಿಗೆ ಸ್ಪಂದಿಸುವುದು ಪ್ರತಿನಿಧಿಗಳ ಕರ್ತವ್ಯ. ಜಿಲ್ಲಾ ಉಸ್ತುವಾರಿ ಸಚಿವ ಬಿ.ಎಸ್. ಸುರೇಶ್ ಅವರು ಜಿಲ್ಲಾ ಪಂಚಾಯಿತಿ ಸಭಾಂಗಣದಲ್ಲಿ ನಡೆದ ಪ್ರಗತಿ ಪರಿಶೀಲನಾ ಸಭೆಯಲ್ಲಿ ಮಾತನಾಡಿದರು. ಜಿಲ್ಲೆಯ ಅಭಿವೃದ್ಧಿ ಕಾಮಗಾರಿಗಳನ್ನು ಸಕಾಲದಲ್ಲಿ ಪೂರ್ಣಗೊಳಿಸಬೇಕು. ಕುಡಿಯುವ ನೀರಿನ ಸಮಸ್ಯೆ ಬಗೆಹರಿಸಲು ಆದ್ಯತೆ ನೀಡಬೇಕು. ಸರ್ಕಾರದ ಯೋಜನೆಗಳ ಪ್ರಯೋಜನ ಅರ್ಹ ಫಲಾನುಭವಿಗಳಿಗೆ ತಲುಪಿಸಬೇಕು. ಶಾಸಕರ ಅನುದಾನ ಬಳಕೆ ಕುರಿತು ವರದಿ ನೀಡಬೇಕು ಎಂದು ಸೂಚಿಸಿದರು. [648,1329,813,1537]
akashavani-title-box [1246,76,1468,113]
tv-listing-item [341,611,491,657]
tv-listing-item [341,1220,491,1254]
tv-listing-title: ಒಡಹುಟ್ಟಿದವರು [372,1168,459,1188]
tv-listing-detail: ರಮೇಶ್, ಶಿಲ್ಪಾ, ಅರ್ಚನಾ [373,1241,458,1253]
meeting-photo [657,1185,1146,1324]
bangarapet-label: ಬಂಗಾರಪೇಟೆ ಎಪಿಎಂಸಿ [1312,897,1403,911]
news-photo-4 [1159,1889,1465,2046]
akashavani-title: ಆಕಾಶವಾಣಿ [1319,82,1395,106]
almanac-line: ಕೋಲಾರ ಪತ್ರಿಕೆ ದ್ವಿತೀಯ ಮಟ ಶ್ರೀ ವಿಶ್ವಾವಸು ನಾಮ ಸಂವತ್ಸರ, ಉತ್ತರಾಯಣ, ಗ್ರೀಷ್ಮ ಋತು, ಆಷಾಢ ಶುಕ್ಲ ಅಷ್ಟಮಿ - ಉತ್ತರಾ ಫಲ್ಗುಣಿ [185,48,710,62]
tv-listing-title: ಬಾಳಿದ ಮನೆ [381,559,451,579]
tv-listing-item [341,455,491,502]
chariot-photo [176,794,326,1018]
janap-col-a [648,1329,813,1616]
janap-head: ಜನಪ್ರತಿನಿಧಿಗಳ ನಿರ್ಲಕ್ಷ್ಯ ಸಹಿಸಲಾಗದು: ಸುರೇಶ್ [747,1146,1049,1168]
event1-text: ಕೋಲಾರ ನಗರದ ಕೋಟೆಯ ಮಹಾಲಕ್ಷ್ಮಿ ಸಂಕಷ್ಟಹರ ಗಣಪತಿ ಮತ್ತು ಪ್ರಾಚೀನ ಸುಬ್ರಹ್ಮಣ್ಯಸ್ವಾಮಿ ದೇವಸ್ಥಾನದಲ್ಲಿ ವಾರಾಹಿ ಅಮ್ಮನವರ ನವರಾತ್ರಿ ಪೂಜಾ ಕಾರ್ಯಕ್ರಮದ ಅಂಗವಾಗಿ ಇಂದು ವಾರಾಹಿ ವಾಹನ ಅಲಂಕಾರ, ನಾಳೆ ಸಿಂಹ ವಾಹನ ವಾರಾಹಿ ಅಲಂಕಾರ, ಶುಕ್ರವಾರ ಸಂಪತ್ಕರೀ ಅಲಂಕಾರ, ಶನಿವಾರ ಮಹಾ ವಾರಾಹಿ ಅಲಂಕಾರ. [176,467,329,577]
rate-value: 1000-3500 [1381,974,1459,989]
main-col-c [948,131,1091,502]
tv-listing-item [341,909,491,955]
